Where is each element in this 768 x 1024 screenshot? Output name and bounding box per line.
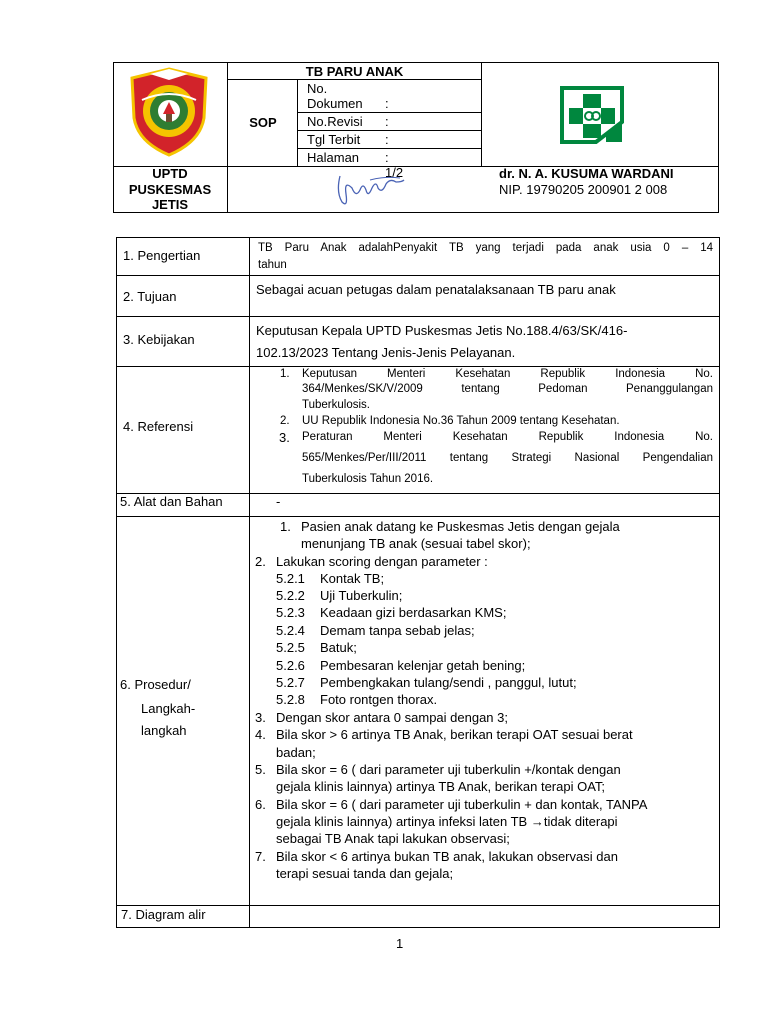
referensi-item: Tuberkulosis. — [302, 399, 370, 411]
table-divider — [116, 905, 720, 906]
table-divider — [249, 237, 250, 928]
header-divider — [298, 112, 481, 113]
referensi-item: 364/Menkes/SK/V/2009 tentang Pedoman Penanggulangan — [302, 383, 713, 395]
step-text: sebagai TB Anak tapi lakukan observasi; — [276, 831, 510, 846]
step-number: 7. — [255, 849, 266, 864]
step-number: 5. — [255, 762, 266, 777]
doc-number-label: No. — [307, 81, 328, 96]
signature — [330, 168, 410, 210]
alat-label: 5. Alat dan Bahan — [120, 494, 223, 509]
tujuan-label: 2. Tujuan — [123, 289, 177, 304]
sub-step-text: Pembengkakan tulang/sendi , panggul, lutut; — [320, 675, 577, 690]
sub-step-text: Pembesaran kelenjar getah bening; — [320, 658, 526, 673]
step-text: Bila skor < 6 artinya bukan TB anak, lakukan observasi dan — [276, 849, 618, 864]
step-text: Lakukan scoring dengan parameter : — [276, 554, 488, 569]
step-number: 3. — [255, 710, 266, 725]
step-text: Pasien anak datang ke Puskesmas Jetis dengan gejala — [301, 519, 620, 534]
issue-date-label: Tgl Terbit : — [307, 132, 389, 147]
kemenkes-logo — [556, 82, 628, 148]
pengertian-text: TB Paru Anak adalahPenyakit TB yang terjadi pada anak usia 0 – 14 — [258, 242, 713, 254]
referensi-label: 4. Referensi — [123, 419, 194, 434]
table-divider — [116, 275, 720, 276]
page-number: 1 — [396, 936, 404, 951]
prosedur-label: Langkah- — [141, 701, 196, 716]
sub-step-text: Keadaan gizi berdasarkan KMS; — [320, 605, 507, 620]
kebijakan-text: Keputusan Kepala UPTD Puskesmas Jetis No.188.4/63/SK/416- — [256, 323, 628, 338]
sub-step-text: Uji Tuberkulin; — [320, 588, 403, 603]
table-divider — [116, 316, 720, 317]
sub-step-text: Demam tanpa sebab jelas; — [320, 623, 475, 638]
header-divider — [298, 148, 481, 149]
header-divider — [481, 62, 482, 166]
regency-logo — [128, 66, 210, 158]
pengertian-label: 1. Pengertian — [123, 248, 201, 263]
step-text: gejala klinis lainnya) artinya TB Anak, berikan terapi OAT; — [276, 779, 606, 794]
sub-step-number: 5.2.4 — [276, 623, 305, 638]
sub-step-text: Batuk; — [320, 640, 357, 655]
referensi-number: 3. — [279, 430, 290, 445]
sub-step-text: Foto rontgen thorax. — [320, 692, 438, 707]
revision-label: No.Revisi : — [307, 114, 389, 129]
step-number: 6. — [255, 797, 266, 812]
sub-step-number: 5.2.8 — [276, 692, 305, 707]
doc-number-label: Dokumen : — [307, 96, 389, 111]
tujuan-text: Sebagai acuan petugas dalam penatalaksanaan TB paru anak — [256, 282, 616, 297]
header-divider — [298, 130, 481, 131]
sub-step-text: Kontak TB; — [320, 571, 385, 586]
sub-step-number: 5.2.1 — [276, 571, 305, 586]
referensi-item: UU Republik Indonesia No.36 Tahun 2009 tentang Kesehatan. — [302, 415, 620, 427]
alat-text: - — [276, 494, 281, 509]
document-title: TB PARU ANAK — [305, 64, 404, 79]
step-text: Bila skor > 6 artinya TB Anak, berikan terapi OAT sesuai berat — [276, 727, 633, 742]
pengertian-text: tahun — [258, 259, 287, 271]
referensi-number: 1. — [280, 368, 290, 380]
kebijakan-text: 102.13/2023 Tentang Jenis-Jenis Pelayanan. — [256, 345, 516, 360]
sub-step-number: 5.2.2 — [276, 588, 305, 603]
step-number: 1. — [280, 519, 291, 534]
table-divider — [116, 516, 720, 517]
step-number: 4. — [255, 727, 266, 742]
step-text: Bila skor = 6 ( dari parameter uji tuberkulin +/kontak dengan — [276, 762, 621, 777]
sub-step-number: 5.2.6 — [276, 658, 305, 673]
sub-step-number: 5.2.3 — [276, 605, 305, 620]
diagram-label: 7. Diagram alir — [121, 907, 206, 922]
step-number: 2. — [255, 554, 266, 569]
step-text: badan; — [276, 745, 316, 760]
organization-name: UPTD PUSKESMAS JETIS — [128, 166, 212, 212]
referensi-item: 565/Menkes/Per/III/2011 tentang Strategi Nasional Pengendalian — [302, 452, 713, 464]
table-divider — [116, 366, 720, 367]
referensi-item: Peraturan Menteri Kesehatan Republik Indonesia No. — [302, 431, 713, 443]
referensi-item: Tuberkulosis Tahun 2016. — [302, 473, 434, 485]
prosedur-label: 6. Prosedur/ — [120, 677, 191, 692]
step-text: terapi sesuai tanda dan gejala; — [276, 866, 454, 881]
kebijakan-label: 3. Kebijakan — [123, 332, 195, 347]
sub-step-number: 5.2.5 — [276, 640, 305, 655]
page-label: Halaman : 1/2 — [307, 150, 404, 180]
sub-step-number: 5.2.7 — [276, 675, 305, 690]
step-text: Dengan skor antara 0 sampai dengan 3; — [276, 710, 508, 725]
doctor-signatory: dr. N. A. KUSUMA WARDANI NIP. 19790205 200901 2 008 — [499, 166, 674, 197]
arrow-icon: → — [530, 814, 544, 829]
step-text: Bila skor = 6 ( dari parameter uji tuberkulin + dan kontak, TANPA — [276, 797, 648, 812]
referensi-item: Keputusan Menteri Kesehatan Republik Indonesia No. — [302, 368, 713, 380]
referensi-number: 2. — [280, 415, 290, 427]
prosedur-label: langkah — [141, 723, 187, 738]
step-text: gejala klinis lainnya) artinya infeksi laten TB →tidak diterapi — [276, 814, 618, 829]
sop-label: SOP — [249, 115, 277, 130]
header-divider — [227, 62, 228, 213]
step-text: menunjang TB anak (sesuai tabel skor); — [301, 536, 531, 551]
